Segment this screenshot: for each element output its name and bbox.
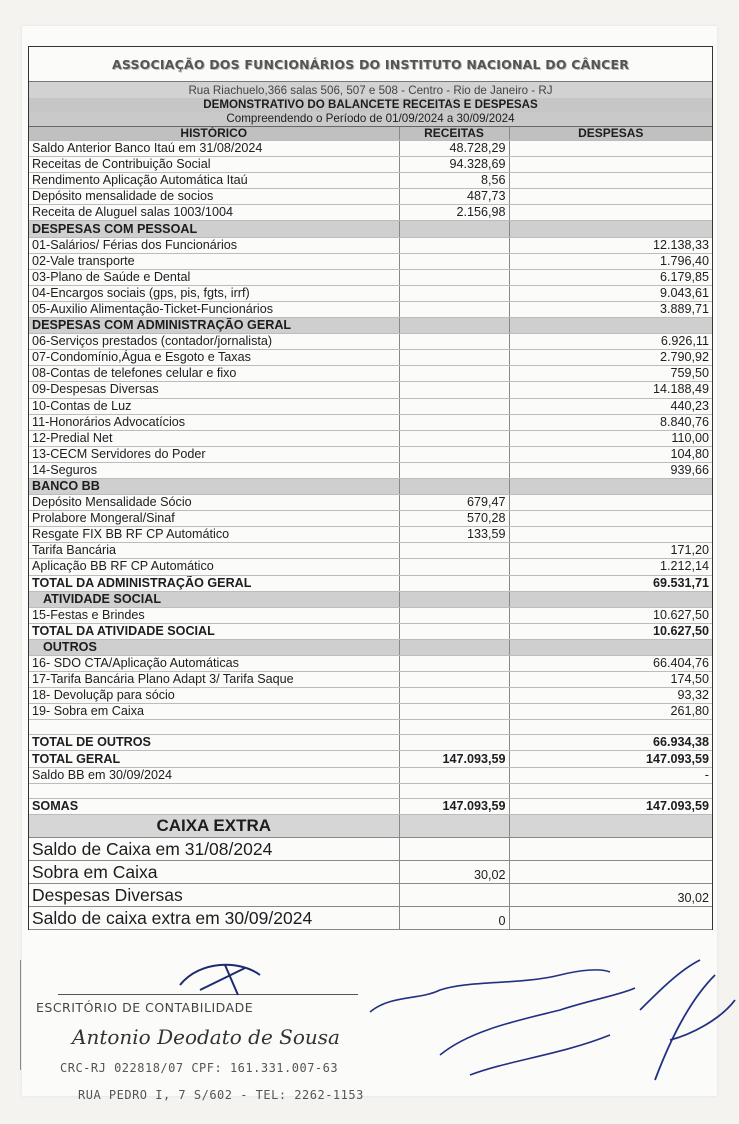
table-row <box>29 141 712 157</box>
row-label: TOTAL DE OUTROS <box>29 735 399 751</box>
table-row <box>29 462 712 478</box>
row-despesa: 759,50 <box>509 366 712 382</box>
caixa-receita: 0 <box>399 906 509 929</box>
report-title: DEMONSTRATIVO DO BALANCETE RECEITAS E DESPESAS <box>29 98 712 112</box>
row-receita <box>399 783 509 798</box>
table-row <box>29 704 712 720</box>
row-receita: 2.156,98 <box>399 205 509 221</box>
column-despesas: DESPESAS <box>509 127 712 141</box>
row-receita <box>399 446 509 462</box>
row-receita <box>399 269 509 285</box>
row-receita <box>399 704 509 720</box>
row-label: Receitas de Contribuição Social <box>29 157 399 173</box>
table-row <box>29 798 712 814</box>
row-label: TOTAL DA ADMINISTRAÇÃO GERAL <box>29 575 399 591</box>
caixa-label: Saldo de caixa extra em 30/09/2024 <box>29 906 399 929</box>
report-period: Compreendendo o Período de 01/09/2024 a 30/09/2024 <box>29 112 712 127</box>
row-receita: 570,28 <box>399 511 509 527</box>
row-despesa: 3.889,71 <box>509 301 712 317</box>
row-receita <box>399 462 509 478</box>
row-receita <box>399 253 509 269</box>
table-row <box>29 173 712 189</box>
row-receita <box>399 221 509 237</box>
row-label: Depósito Mensalidade Sócio <box>29 495 399 511</box>
caixa-row <box>29 860 712 883</box>
row-receita: 8,56 <box>399 173 509 189</box>
table-row <box>29 511 712 527</box>
caixa-receita <box>399 837 509 860</box>
row-despesa <box>509 141 712 157</box>
caixa-extra-title-row <box>29 815 712 838</box>
row-despesa: 6.179,85 <box>509 269 712 285</box>
row-label: 12-Predial Net <box>29 430 399 446</box>
row-despesa <box>509 189 712 205</box>
table-row <box>29 366 712 382</box>
row-despesa: 440,23 <box>509 398 712 414</box>
row-despesa <box>509 720 712 735</box>
caixa-label: Despesas Diversas <box>29 883 399 906</box>
table-row <box>29 334 712 350</box>
row-receita <box>399 735 509 751</box>
row-despesa: - <box>509 767 712 783</box>
row-label: 16- SDO CTA/Aplicação Automáticas <box>29 656 399 672</box>
caixa-extra-title: CAIXA EXTRA <box>29 815 399 838</box>
row-despesa <box>509 205 712 221</box>
row-label: 07-Condomínio,Água e Esgoto e Taxas <box>29 350 399 366</box>
row-label: SOMAS <box>29 798 399 814</box>
row-label: ATIVIDADE SOCIAL <box>29 591 399 607</box>
row-receita <box>399 301 509 317</box>
row-label: OUTROS <box>29 639 399 655</box>
row-despesa <box>509 783 712 798</box>
row-despesa <box>509 173 712 189</box>
row-label: 04-Encargos sociais (gps, pis, fgts, irrf) <box>29 285 399 301</box>
row-label <box>29 720 399 735</box>
row-label: 05-Auxilio Alimentação-Ticket-Funcionários <box>29 301 399 317</box>
row-receita <box>399 591 509 607</box>
table-row <box>29 382 712 398</box>
margin-line <box>20 960 21 1070</box>
row-receita <box>399 575 509 591</box>
row-label: 01-Salários/ Férias dos Funcionários <box>29 237 399 253</box>
row-receita <box>399 767 509 783</box>
row-label: DESPESAS COM PESSOAL <box>29 221 399 237</box>
table-row <box>29 591 712 607</box>
row-despesa: 1.212,14 <box>509 559 712 575</box>
row-despesa: 93,32 <box>509 688 712 704</box>
table-header-row <box>29 127 712 141</box>
row-label: Tarifa Bancária <box>29 543 399 559</box>
caixa-row <box>29 883 712 906</box>
row-despesa: 104,80 <box>509 446 712 462</box>
row-receita: 487,73 <box>399 189 509 205</box>
row-despesa: 174,50 <box>509 672 712 688</box>
row-despesa: 2.790,92 <box>509 350 712 366</box>
row-label: TOTAL GERAL <box>29 751 399 767</box>
row-despesa <box>509 478 712 494</box>
row-despesa <box>509 318 712 334</box>
row-label: 10-Contas de Luz <box>29 398 399 414</box>
row-receita <box>399 543 509 559</box>
organization-title: ASSOCIAÇÃO DOS FUNCIONÁRIOS DO INSTITUTO NACIONAL DO CÂNCER <box>29 47 712 82</box>
table-row <box>29 414 712 430</box>
table-row <box>29 446 712 462</box>
caixa-row <box>29 837 712 860</box>
table-row <box>29 559 712 575</box>
table-row <box>29 398 712 414</box>
row-receita <box>399 607 509 623</box>
row-label: Depósito mensalidade de socios <box>29 189 399 205</box>
row-label: 03-Plano de Saúde e Dental <box>29 269 399 285</box>
row-receita: 147.093,59 <box>399 798 509 814</box>
table-row <box>29 783 712 798</box>
row-label: Rendimento Aplicação Automática Itaú <box>29 173 399 189</box>
caixa-despesa <box>509 860 712 883</box>
row-despesa: 1.796,40 <box>509 253 712 269</box>
table-row <box>29 253 712 269</box>
caixa-row <box>29 906 712 929</box>
row-label: 11-Honorários Advocatícios <box>29 414 399 430</box>
document-sheet <box>22 26 717 1096</box>
row-label: Saldo Anterior Banco Itaú em 31/08/2024 <box>29 141 399 157</box>
row-despesa: 939,66 <box>509 462 712 478</box>
table-row <box>29 430 712 446</box>
row-despesa <box>509 221 712 237</box>
row-label: 06-Serviços prestados (contador/jornalista) <box>29 334 399 350</box>
row-despesa <box>509 591 712 607</box>
row-receita <box>399 237 509 253</box>
row-receita: 94.328,69 <box>399 157 509 173</box>
table-row <box>29 527 712 543</box>
table-row <box>29 656 712 672</box>
table-row <box>29 672 712 688</box>
row-receita <box>399 688 509 704</box>
row-receita <box>399 478 509 494</box>
caixa-despesa: 30,02 <box>509 883 712 906</box>
office-address: RUA PEDRO I, 7 S/602 - TEL: 2262-1153 <box>78 1088 364 1102</box>
row-label: 08-Contas de telefones celular e fixo <box>29 366 399 382</box>
row-label: 18- Devoluçãp para sócio <box>29 688 399 704</box>
row-receita: 679,47 <box>399 495 509 511</box>
row-despesa: 14.188,49 <box>509 382 712 398</box>
row-despesa: 12.138,33 <box>509 237 712 253</box>
row-receita <box>399 382 509 398</box>
row-receita <box>399 672 509 688</box>
row-label: TOTAL DA ATIVIDADE SOCIAL <box>29 623 399 639</box>
table-row <box>29 751 712 767</box>
balance-frame <box>28 46 713 930</box>
table-row <box>29 495 712 511</box>
accountant-crc: CRC-RJ 022818/07 CPF: 161.331.007-63 <box>60 1061 339 1075</box>
row-receita: 147.093,59 <box>399 751 509 767</box>
row-label: Receita de Aluguel salas 1003/1004 <box>29 205 399 221</box>
row-despesa: 66.404,76 <box>509 656 712 672</box>
row-label: Prolabore Mongeral/Sinaf <box>29 511 399 527</box>
row-despesa: 8.840,76 <box>509 414 712 430</box>
table-row <box>29 301 712 317</box>
row-despesa <box>509 527 712 543</box>
row-despesa <box>509 157 712 173</box>
table-row <box>29 205 712 221</box>
row-receita <box>399 366 509 382</box>
table-row <box>29 688 712 704</box>
row-receita <box>399 559 509 575</box>
table-row <box>29 478 712 494</box>
table-row <box>29 350 712 366</box>
row-despesa: 147.093,59 <box>509 798 712 814</box>
table-row <box>29 767 712 783</box>
row-despesa <box>509 639 712 655</box>
column-receitas: RECEITAS <box>399 127 509 141</box>
row-receita <box>399 350 509 366</box>
row-label: 19- Sobra em Caixa <box>29 704 399 720</box>
row-despesa: 10.627,50 <box>509 623 712 639</box>
row-label: 15-Festas e Brindes <box>29 607 399 623</box>
caixa-receita <box>399 883 509 906</box>
row-despesa: 261,80 <box>509 704 712 720</box>
caixa-despesa <box>509 906 712 929</box>
row-despesa: 10.627,50 <box>509 607 712 623</box>
row-receita <box>399 285 509 301</box>
row-receita <box>399 639 509 655</box>
caixa-extra-table <box>29 815 712 930</box>
row-receita <box>399 414 509 430</box>
row-receita <box>399 430 509 446</box>
row-despesa: 9.043,61 <box>509 285 712 301</box>
row-label: Saldo BB em 30/09/2024 <box>29 767 399 783</box>
row-despesa <box>509 511 712 527</box>
row-receita: 48.728,29 <box>399 141 509 157</box>
balance-table <box>29 127 712 815</box>
row-despesa: 66.934,38 <box>509 735 712 751</box>
row-receita <box>399 398 509 414</box>
row-label: BANCO BB <box>29 478 399 494</box>
row-despesa <box>509 495 712 511</box>
table-row <box>29 285 712 301</box>
row-despesa: 171,20 <box>509 543 712 559</box>
caixa-label: Saldo de Caixa em 31/08/2024 <box>29 837 399 860</box>
row-label: Resgate FIX BB RF CP Automático <box>29 527 399 543</box>
table-row <box>29 720 712 735</box>
accountant-name: Antonio Deodato de Sousa <box>72 1025 340 1049</box>
row-label: Aplicação BB RF CP Automático <box>29 559 399 575</box>
table-row <box>29 623 712 639</box>
caixa-label: Sobra em Caixa <box>29 860 399 883</box>
row-despesa: 110,00 <box>509 430 712 446</box>
row-label: 09-Despesas Diversas <box>29 382 399 398</box>
stamp-rule <box>58 994 358 995</box>
caixa-despesa <box>509 837 712 860</box>
row-label: 13-CECM Servidores do Poder <box>29 446 399 462</box>
row-despesa: 6.926,11 <box>509 334 712 350</box>
table-row <box>29 575 712 591</box>
organization-address: Rua Riachuelo,366 salas 506, 507 e 508 - Centro - Rio de Janeiro - RJ <box>29 82 712 98</box>
row-label: 14-Seguros <box>29 462 399 478</box>
table-row <box>29 639 712 655</box>
table-row <box>29 237 712 253</box>
accounting-office-label: ESCRITÓRIO DE CONTABILIDADE <box>36 1000 254 1015</box>
caixa-receita: 30,02 <box>399 860 509 883</box>
table-row <box>29 157 712 173</box>
table-row <box>29 221 712 237</box>
table-row <box>29 318 712 334</box>
row-label: DESPESAS COM ADMINISTRAÇÃO GERAL <box>29 318 399 334</box>
table-row <box>29 735 712 751</box>
row-receita <box>399 720 509 735</box>
column-historico: HISTÓRICO <box>29 127 399 141</box>
row-despesa: 69.531,71 <box>509 575 712 591</box>
row-receita <box>399 656 509 672</box>
row-receita <box>399 623 509 639</box>
table-row <box>29 543 712 559</box>
table-row <box>29 189 712 205</box>
row-receita: 133,59 <box>399 527 509 543</box>
row-label: 17-Tarifa Bancária Plano Adapt 3/ Tarifa Saque <box>29 672 399 688</box>
row-receita <box>399 318 509 334</box>
row-label <box>29 783 399 798</box>
row-despesa: 147.093,59 <box>509 751 712 767</box>
table-row <box>29 607 712 623</box>
table-row <box>29 269 712 285</box>
row-receita <box>399 334 509 350</box>
row-label: 02-Vale transporte <box>29 253 399 269</box>
